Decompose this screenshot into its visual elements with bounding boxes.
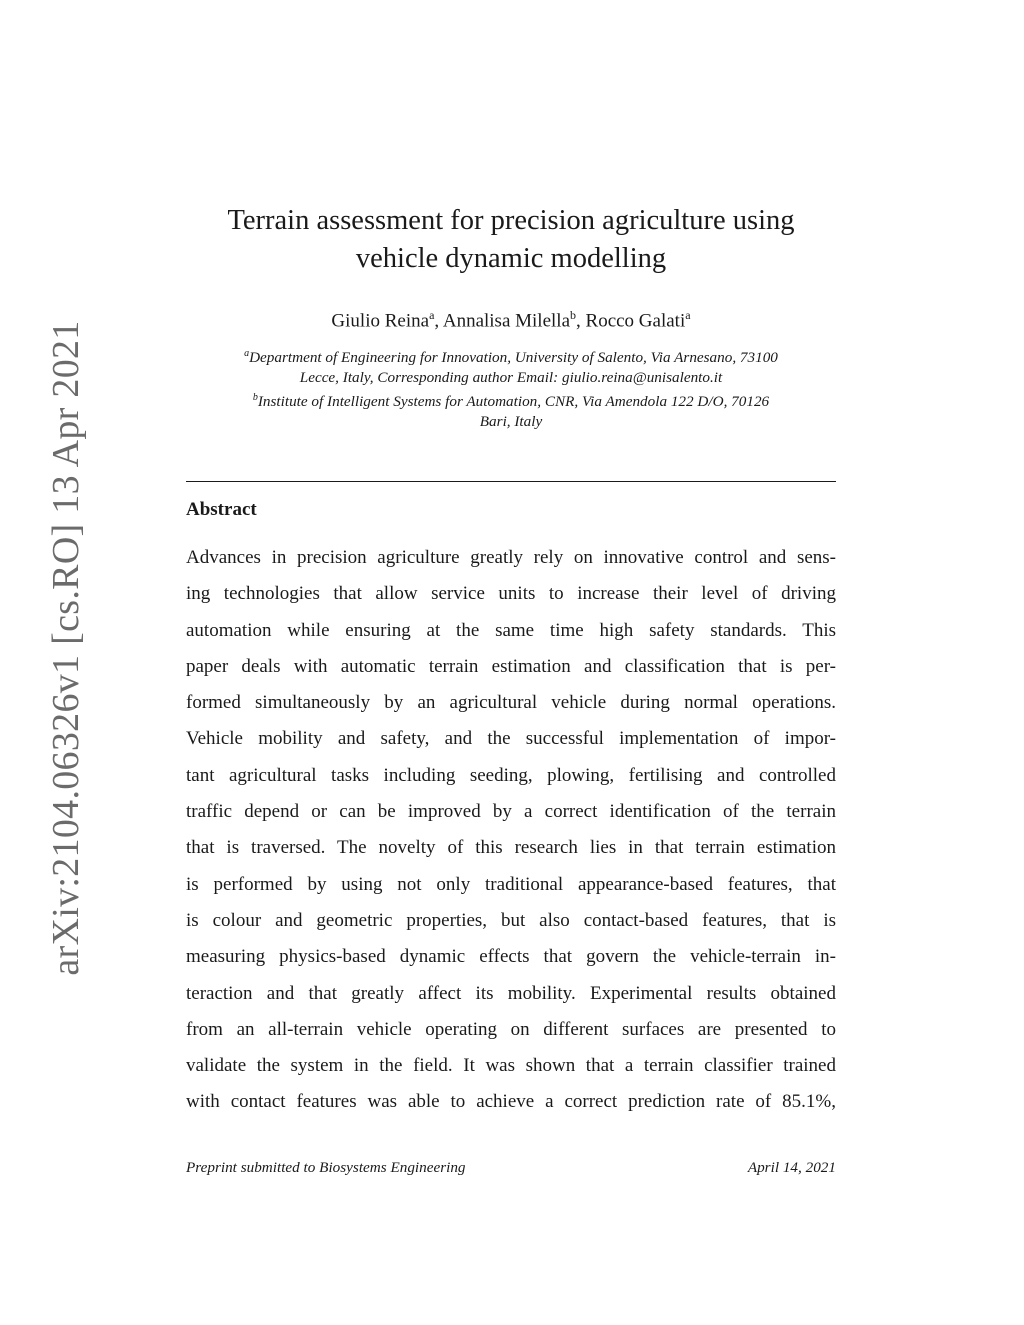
preprint-note: Preprint submitted to Biosystems Engineering — [186, 1159, 466, 1176]
author-list: Giulio Reina$^a$, Annalisa Milella$^b$, Rocco Galati$^a$ — [331, 308, 691, 332]
abstract-line: automation while ensuring at the same time high safety standards. This — [186, 619, 836, 641]
author-affiliation-mark: b — [570, 308, 577, 322]
author-affiliation-mark: a — [429, 308, 435, 322]
abstract-line: Advances in precision agriculture greatly rely on innovative control and sens- — [186, 547, 836, 568]
abstract-line: that is traversed. The novelty of this research lies in that terrain estimation — [186, 837, 836, 859]
affiliation-text: Bari, Italy — [479, 413, 543, 431]
affiliation-line — [186, 412, 836, 432]
abstract-line: is performed by using not only traditional appearance-based features, that — [186, 873, 836, 895]
title-line: Terrain assessment for precision agriculture using — [227, 205, 795, 236]
preprint-date: April 14, 2021 — [747, 1159, 836, 1176]
abstract-divider — [186, 481, 836, 482]
title-line: vehicle dynamic modelling — [355, 243, 667, 274]
arxiv-identifier: arXiv:2104.06326v1 [cs.RO] 13 Apr 2021 — [45, 320, 87, 976]
affiliation-line — [186, 368, 836, 388]
affiliation-mark: b — [252, 392, 258, 404]
abstract-line: measuring physics-based dynamic effects that govern the vehicle-terrain in- — [186, 946, 836, 968]
abstract-line: traffic depend or can be improved by a correct identification of the terrain — [186, 801, 836, 823]
affiliation-line — [186, 388, 836, 412]
author-name: Annalisa Milella — [442, 310, 571, 332]
abstract-heading: Abstract — [186, 499, 257, 520]
author-name: Giulio Reina — [331, 310, 430, 332]
abstract-line: with contact features was able to achieve a correct prediction rate of 85.1%, — [186, 1091, 836, 1113]
author-name: Rocco Galati — [585, 310, 686, 332]
abstract-line: teraction and that greatly affect its mobility. Experimental results obtained — [186, 982, 836, 1004]
affiliation-text: Department of Engineering for Innovation, University of Salento, Via Arnesano, 73100 — [249, 349, 778, 367]
abstract-line: from an all-terrain vehicle operating on different surfaces are presented to — [186, 1018, 836, 1040]
abstract-line: is colour and geometric properties, but also contact-based features, that is — [186, 909, 836, 931]
abstract-line: tant agricultural tasks including seeding, plowing, fertilising and controlled — [186, 764, 836, 786]
affiliation-text: Lecce, Italy, Corresponding author Email: giulio.reina@unisalento.it — [299, 369, 723, 387]
abstract-line: validate the system in the field. It was shown that a terrain classifier trained — [186, 1055, 836, 1077]
affiliation-mark: a — [244, 348, 250, 359]
author-affiliation-mark: a — [685, 308, 691, 322]
paper-title — [186, 202, 836, 278]
abstract-line: Vehicle mobility and safety, and the successful implementation of impor- — [186, 728, 836, 750]
affiliation-text: Institute of Intelligent Systems for Automation, CNR, Via Amendola 122 D/O, 70126 — [257, 393, 770, 411]
abstract-body — [186, 540, 836, 1121]
abstract-line: paper deals with automatic terrain estimation and classification that is per- — [186, 655, 836, 677]
abstract-line: ing technologies that allow service units to increase their level of driving — [186, 583, 836, 605]
affiliations — [186, 344, 836, 432]
abstract-line: formed simultaneously by an agricultural vehicle during normal operations. — [186, 692, 836, 714]
affiliation-line — [186, 344, 836, 368]
